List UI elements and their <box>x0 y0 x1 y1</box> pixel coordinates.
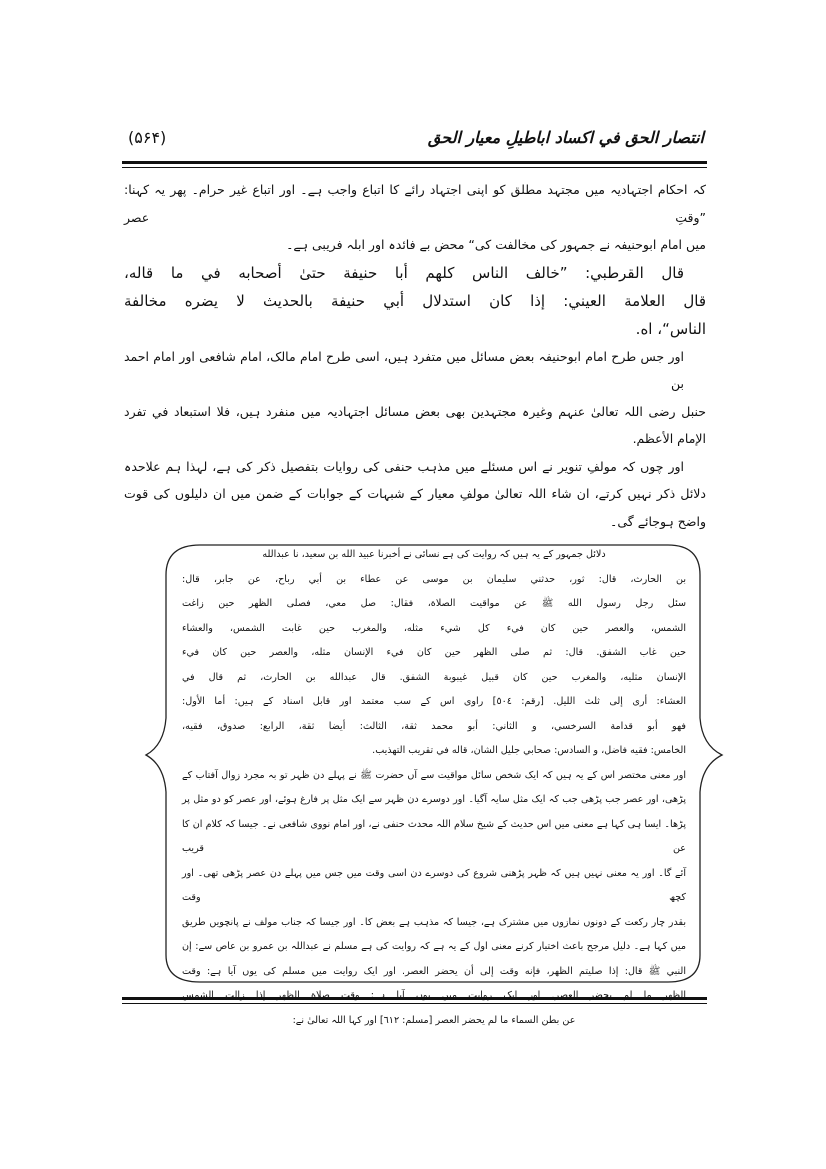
body-line: کہ احکام اجتہادیہ میں مجتہد مطلق کو اپنی اجتہاد رائے کا اتباع واجب ہے۔ اور اتباع غیر حرام۔ پھر یہ کہنا: ”وقتِ عصر <box>124 182 706 225</box>
page-number: (۵۶۴) <box>128 128 167 147</box>
box-line: الإنسان مثليه، والمغرب حين كان قبيل غيبوبة الشفق. قال عبدالله بن الحارث، ثم قال في <box>182 671 686 683</box>
box-line: دلائل جمہور کے یہ ہیں کہ روایت کی ہے نسائی نے أخبرنا عبيد الله بن سعيد، نا عبدالله <box>262 549 606 560</box>
box-line: النبي ﷺ قال: إذا صليتم الظهر، فإنه وقت إلى أن يحضر العصر. اور ایک روایت میں مسلم کی یوں آیا ہے: وقت <box>182 965 686 977</box>
box-line: میں کہا ہے۔ دلیل مرجح باعث اختیار کرنے معنی اول کے یہ ہے کہ روایت کی ہے مسلم نے عبداللہ بن عمرو بن عاص سے: إن <box>182 941 686 952</box>
quote-box <box>182 543 686 1033</box>
body-line: اور چوں کہ مولفِ تنویر نے اس مسئلے میں مذہب حنفی کی روایات بتفصیل ذکر کی ہے، لہذا ہم علاحدہ <box>124 458 684 474</box>
footer-rule <box>122 997 707 1000</box>
box-line: اور معنی مختصر اس کے یہ ہیں کہ ایک شخص سائل مواقیت سے آں حضرت ﷺ نے پہلے دن ظہر تو بہ مجرد زوال آفتاب کے <box>182 769 686 781</box>
body-line: حنبل رضی اللہ تعالیٰ عنہم وغیرہ مجتہدین بھی بعض مسائل اجتہادیہ میں منفرد ہیں، فلا استبعاد في تفرد <box>124 403 706 419</box>
body-line: الإمام الأعظم. <box>632 431 706 446</box>
box-line: بن الحارث، قال: ثور، حدثني سليمان بن موسى عن عطاء بن أبي رباح، عن جابر، قال: <box>182 573 686 585</box>
box-line: حين غاب الشفق. قال: ثم صلى الظهر حين كان فيء الإنسان مثله، والعصر حين كان فيء <box>182 647 686 658</box>
box-line: الظهر ما لم يحضر العصر. اور ایک روایت میں یوں آیا ہے: وقت صلاة الظهر إذا زالت الشمس <box>182 990 686 1001</box>
body-line: قال العلامة العيني: إذا كان استدلال أبي حنيفة بالحديث لا يضره مخالفة <box>124 291 706 310</box>
box-line: العشاء: أرى إلى ثلث الليل. [رقم: ٥٠٤] راوی اس کے سب معتمد اور قابل اسناد کے ہیں: أما الأول: <box>182 696 686 707</box>
box-line: آئے گا۔ اور یہ معنی نہیں ہیں کہ ظہر پڑھنی شروع کی دوسرے دن اسی وقت میں جس میں پہلے دن عصر پڑھی تھی۔ اور کچھ وقت <box>182 867 686 903</box>
body-line: واضح ہوجائے گی۔ <box>610 513 706 529</box>
body-line: اور جس طرح امام ابوحنیفہ بعض مسائل میں متفرد ہیں، اسی طرح امام مالک، امام شافعی اور امام احمد بن <box>124 348 684 391</box>
body-line: میں امام ابوحنیفہ نے جمہور کی مخالفت کی“ محض بے فائدہ اور ابلہ فریبی ہے۔ <box>286 237 706 252</box>
box-line: سئل رجل رسول الله ﷺ عن مواقيت الصلاة، فقال: صل معي، فصلى الظهر حين زاغت <box>182 598 686 609</box>
body-line: قال القرطبي: ”خالف الناس كلهم أبا حنيفة حتىٰ أصحابه في ما قاله، <box>124 263 684 282</box>
book-title: انتصار الحق في اكساد اباطيلِ معيار الحق <box>427 128 704 147</box>
footer-rule-thin <box>122 1003 707 1004</box>
box-line: پڑھا۔ ایسا ہی کہا ہے معنی میں اس حدیث کے شیخ سلام اللہ محدث حنفی نے، اور امام نووی شافعی نے۔ جیسا کہ کلام ان کا عن قریب <box>182 818 686 854</box>
body-line: دلائل ذکر نہیں کرتے، ان شاء اللہ تعالیٰ مولفِ معیار کے شبہات کے جوابات کے ضمن میں ان دلیلوں کی قوت <box>124 486 706 501</box>
box-line: فهو أبو قدامة السرخسي، و الثاني: أبو محمد ثقة، الثالث: أيضا ثقة، الرابع: صدوق، فقيه، <box>182 720 686 732</box>
box-line: الشمس، والعصر حين كان فيء كل شيء مثله، والمغرب حين غابت الشمس، والعشاء <box>182 622 686 634</box>
box-line: پڑھی، اور عصر جب پڑھی جب کہ ایک مثل سایہ آگیا۔ اور دوسرے دن ظہر سے ایک مثل پر فارغ ہوئے، اور عصر کو دو مثل پر <box>182 794 686 805</box>
box-line: عن بطن السماء ما لم يحضر العصر [مسلم: ٦١٢] اور کہا اللہ تعالیٰ نے: <box>292 1014 576 1026</box>
body-line: الناس“، اه. <box>635 319 706 338</box>
box-line: الخامس: فقيه فاضل، و السادس: صحابي جليل الشان، قاله في تقريب التهذيب. <box>372 745 686 756</box>
box-line: بقدر چار رکعت کے دونوں نمازوں میں مشترک ہے، جیسا کہ مذہب ہے بعض کا۔ اور جیسا کہ جناب مولف نے پانچویں طریق <box>182 916 686 928</box>
